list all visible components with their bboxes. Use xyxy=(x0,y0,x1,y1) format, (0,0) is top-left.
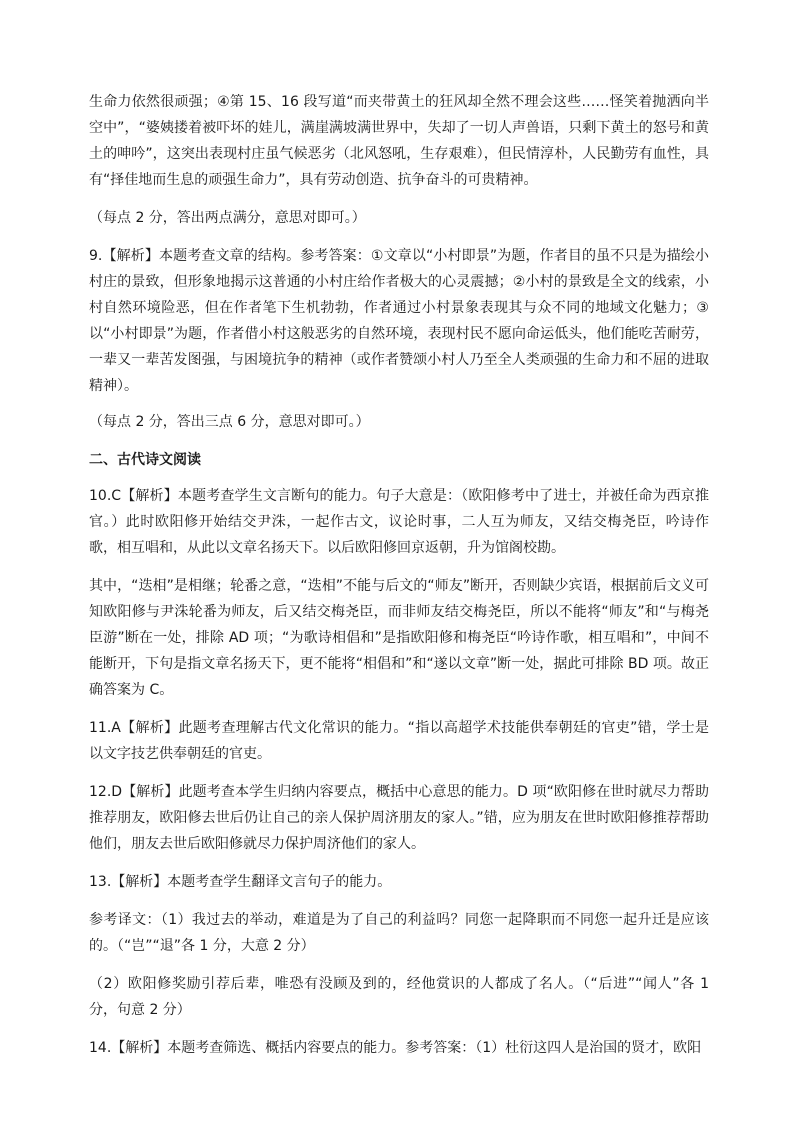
scoring-note-9: （每点 2 分，答出三点 6 分，意思对即可。） xyxy=(89,414,370,430)
answer-13-translation-2: （2）欧阳修奖励引荐后辈，唯恐有没顾及到的，经他赏识的人都成了名人。（“后进”“闻人”各 1 分，句意 2 分） xyxy=(89,976,709,1018)
section-heading-classical-poetry: 二、古代诗文阅读 xyxy=(89,452,201,468)
answer-13-translation-1: 参考译文：（1）我过去的举动，难道是为了自己的利益吗？同您一起降职而不同您一起升迁是应该的。（“岂”“退”各 1 分，大意 2 分） xyxy=(89,912,709,954)
answer-12: 12.D【解析】此题考查本学生归纳内容要点，概括中心意思的能力。D 项“欧阳修在世时就尽力帮助推荐朋友，欧阳修去世后仍让自己的亲人保护周济朋友的家人。”错，应为朋友在世时欧阳修推荐帮助他们，朋友去世后欧阳修就尽力保护周济他们的家人。 xyxy=(89,784,709,852)
answer-13: 13.【解析】本题考查学生翻译文言句子的能力。 xyxy=(89,874,392,890)
answer-11: 11.A【解析】此题考查理解古代文化常识的能力。“指以高超学术技能供奉朝廷的官吏”错，学士是以文字技艺供奉朝廷的官吏。 xyxy=(89,720,709,762)
scoring-note-8: （每点 2 分，答出两点满分，意思对即可。） xyxy=(89,210,366,226)
answer-9: 9.【解析】本题考查文章的结构。参考答案：①文章以“小村即景”为题，作者目的虽不只是为描绘小村庄的景致，但形象地揭示这普通的小村庄给作者极大的心灵震撼；②小村的景致是全文的线索，小村自然环境险恶，但在作者笔下生机勃勃，作者通过小村景象表现其与众不同的地域文化魅力；③以“小村即景”为题，作者借小村这般恶劣的自然环境，表现村民不愿向命运低头，他们能吃苦耐劳，一辈又一辈苦发图强，与困境抗争的精神（或作者赞颂小村人乃至全人类顽强的生命力和不屈的进取精神）。 xyxy=(89,248,709,394)
answer-8-continuation: 生命力依然很顽强；④第 15、16 段写道“而夹带黄土的狂风却全然不理会这些……怪笑着抛洒向半空中”，“婆姨搂着被吓坏的娃儿，满崖满坡满世界中，失却了一切人声兽语，只剩下黄土的怒号和黄土的呻吟”，这突出表现村庄虽气候恶劣（北风怒吼，生存艰难），但民情淳朴，人民勤劳有血性，具有“择佳地而生息的顽强生命力”，具有劳动创造、抗争奋斗的可贵精神。 xyxy=(89,94,709,188)
answer-14: 14.【解析】本题考查筛选、概括内容要点的能力。参考答案：（1）杜衍这四人是治国的贤才，欧阳 xyxy=(89,1040,702,1056)
document-page xyxy=(89,89,709,1073)
answer-10: 10.C【解析】本题考查学生文言断句的能力。句子大意是：（欧阳修考中了进士，并被任命为西京推官。）此时欧阳修开始结交尹洙，一起作古文，议论时事，二人互为师友，又结交梅尧臣，吟诗作歌，相互唱和，从此以文章名扬天下。以后欧阳修回京返朝，升为馆阁校勘。 xyxy=(89,488,709,556)
answer-10-explanation: 其中，“迭相”是相继；轮番之意，“迭相”不能与后文的“师友”断开，否则缺少宾语，根据前后文义可知欧阳修与尹洙轮番为师友，后又结交梅尧臣，而非师友结交梅尧臣，所以不能将“师友”和“与梅尧臣游”断在一处，排除 AD 项；“为歌诗相倡和”是指欧阳修和梅尧臣“吟诗作歌，相互唱和”，中间不能断开，下句是指文章名扬天下，更不能将“相倡和”和“遂以文章”断一处，据此可排除 BD 项。故正确答案为 C。 xyxy=(89,578,709,698)
